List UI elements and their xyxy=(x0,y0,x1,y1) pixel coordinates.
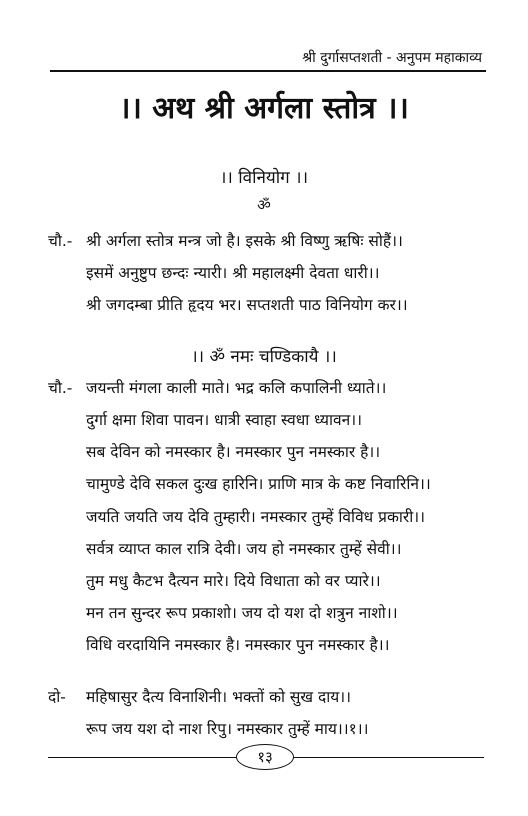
footer-rule-left xyxy=(48,757,236,758)
verse-line: तुम मधु कैटभ दैत्यन मारे। दिये विधाता को वर प्यारे।। xyxy=(86,572,381,590)
doha-line: महिषासुर दैत्य विनाशिनी। भक्तों को सुख दाय।। xyxy=(86,688,351,706)
verse-line: दुर्गा क्षमा शिवा पावन। धात्री स्वाहा स्वधा ध्यावन।। xyxy=(86,411,362,429)
viniyoga-heading: ।। विनियोग ।। xyxy=(219,168,309,188)
viniyoga-label: चौ.- xyxy=(48,232,73,250)
viniyoga-line: श्री जगदम्बा प्रीति हृदय भर। सप्तशती पाठ विनियोग कर।। xyxy=(86,296,408,314)
viniyoga-line: इसमें अनुष्टुप छन्दः न्यारी। श्री महालक्ष्मी देवता धारी।। xyxy=(86,264,380,282)
verse-line: विधि वरदायिनि नमस्कार है। नमस्कार पुन नमस्कार है।। xyxy=(86,636,390,654)
page-number: १३ xyxy=(236,744,294,770)
page-title: ।। अथ श्री अर्गला स्तोत्र ।। xyxy=(119,91,409,126)
verse-line: चामुण्डे देवि सकल दुःख हारिनि। प्राणि मात्र के कष्ट निवारिनि।। xyxy=(86,475,431,493)
doha-line: रूप जय यश दो नाश रिपु। नमस्कार तुम्हें माय।।१।। xyxy=(86,720,369,738)
verse-line: जयन्ती मंगला काली माते। भद्र कलि कपालिनी ध्याते।। xyxy=(86,379,387,397)
verse-line: मन तन सुन्दर रूप प्रकाशो। जय दो यश दो शत्रुन नाशो।। xyxy=(86,604,398,622)
verse-line: सब देविन को नमस्कार है। नमस्कार पुन नमस्कार है।। xyxy=(86,443,381,461)
running-header: श्री दुर्गासप्तशती - अनुपम महाकाव्य xyxy=(302,50,482,66)
verse-line: जयति जयति जय देवि तुम्हारी। नमस्कार तुम्हें विविध प्रकारी।। xyxy=(86,508,425,526)
doha-label: दो- xyxy=(48,688,66,706)
om-symbol: ॐ xyxy=(257,196,271,214)
chandika-heading: ।। ॐ नमः चण्डिकायै ।। xyxy=(191,347,337,367)
viniyoga-line: श्री अर्गला स्तोत्र मन्त्र जो है। इसके श्री विष्णु ऋषिः सोहैं।। xyxy=(86,232,403,250)
chandika-label: चौ.- xyxy=(48,379,73,397)
footer-rule-right xyxy=(292,757,484,758)
verse-line: सर्वत्र व्याप्त काल रात्रि देवी। जय हो नमस्कार तुम्हें सेवी।। xyxy=(86,540,402,558)
header-rule xyxy=(50,70,486,72)
